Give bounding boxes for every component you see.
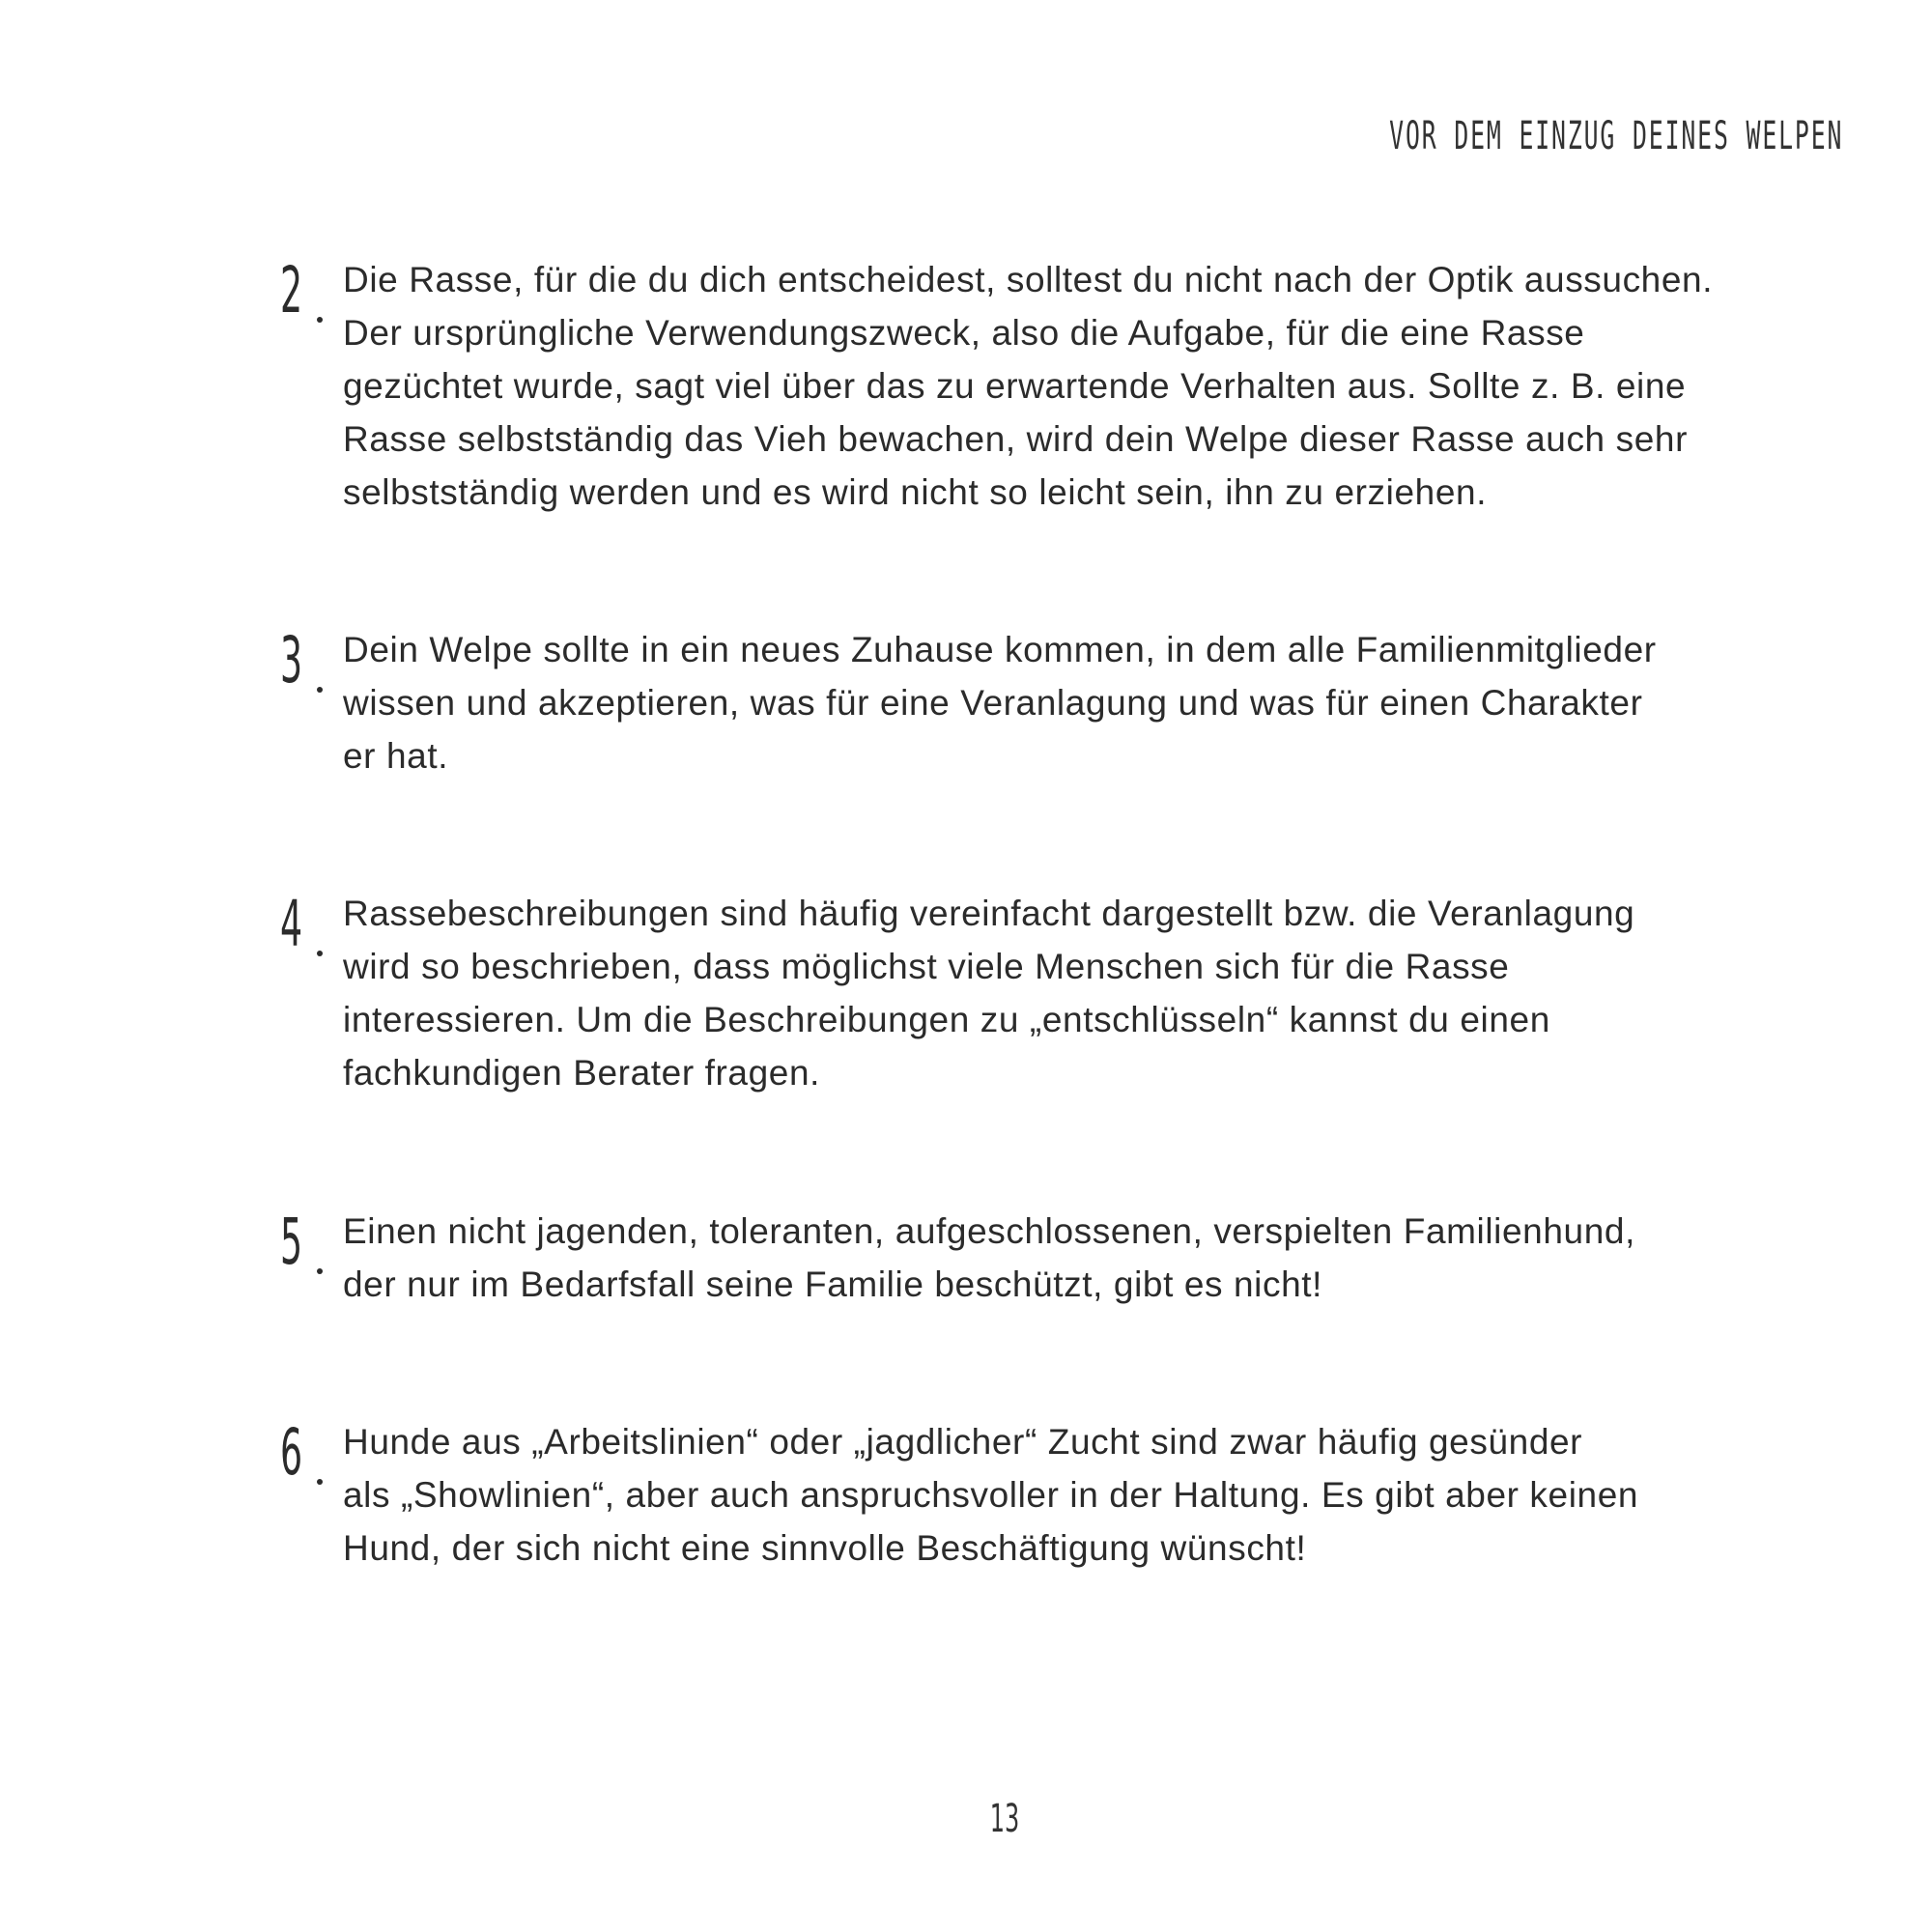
page-number: 13 [989, 1797, 1020, 1841]
item-number-dot [317, 317, 323, 323]
item-text [343, 1415, 1734, 1575]
item-text-line: wird so beschrieben, dass möglichst viele Menschen sich für die Rasse [343, 947, 1510, 986]
item-text [343, 623, 1734, 782]
item-text-line: fachkundigen Berater fragen. [343, 1053, 821, 1093]
item-text-line: Einen nicht jagenden, toleranten, aufgeschlossenen, verspielten Familienhund, [343, 1211, 1635, 1251]
item-text-line: wissen und akzeptieren, was für eine Veranlagung und was für einen Charakter [343, 683, 1643, 723]
item-text-line: der nur im Bedarfsfall seine Familie beschützt, gibt es nicht! [343, 1264, 1323, 1304]
item-number: 2 [280, 253, 303, 327]
item-text [343, 887, 1734, 1099]
item-text-line: er hat. [343, 736, 449, 776]
item-text [343, 1205, 1734, 1311]
item-number-dot [317, 1268, 323, 1274]
item-text-line: selbstständig werden und es wird nicht so leicht sein, ihn zu erziehen. [343, 472, 1488, 512]
item-text-line: Hund, der sich nicht eine sinnvolle Beschäftigung wünscht! [343, 1528, 1307, 1568]
item-text-line: als „Showlinien“, aber auch anspruchsvoller in der Haltung. Es gibt aber keinen [343, 1475, 1639, 1515]
item-text-line: Die Rasse, für die du dich entscheidest, solltest du nicht nach der Optik aussuchen. [343, 260, 1714, 299]
item-text-line: Rassebeschreibungen sind häufig vereinfacht dargestellt bzw. die Veranlagung [343, 894, 1635, 933]
item-number: 4 [280, 887, 303, 961]
item-text-line: Der ursprüngliche Verwendungszweck, also die Aufgabe, für die eine Rasse [343, 313, 1585, 353]
item-number: 5 [280, 1205, 303, 1279]
item-text-line: gezüchtet wurde, sagt viel über das zu erwartende Verhalten aus. Sollte z. B. eine [343, 366, 1687, 406]
item-text-line: Dein Welpe sollte in ein neues Zuhause kommen, in dem alle Familienmitglieder [343, 630, 1657, 669]
item-number: 6 [280, 1415, 303, 1490]
running-header: VOR DEM EINZUG DEINES WELPEN [1388, 114, 1843, 158]
item-number-dot [317, 687, 323, 693]
item-number-dot [317, 1479, 323, 1485]
item-text-line: interessieren. Um die Beschreibungen zu „entschlüsseln“ kannst du einen [343, 1000, 1550, 1039]
item-text-line: Hunde aus „Arbeitslinien“ oder „jagdlicher“ Zucht sind zwar häufig gesünder [343, 1422, 1583, 1462]
item-number: 3 [280, 623, 303, 697]
item-text-line: Rasse selbstständig das Vieh bewachen, wird dein Welpe dieser Rasse auch sehr [343, 419, 1688, 459]
item-text [343, 253, 1734, 519]
item-number-dot [317, 951, 323, 956]
